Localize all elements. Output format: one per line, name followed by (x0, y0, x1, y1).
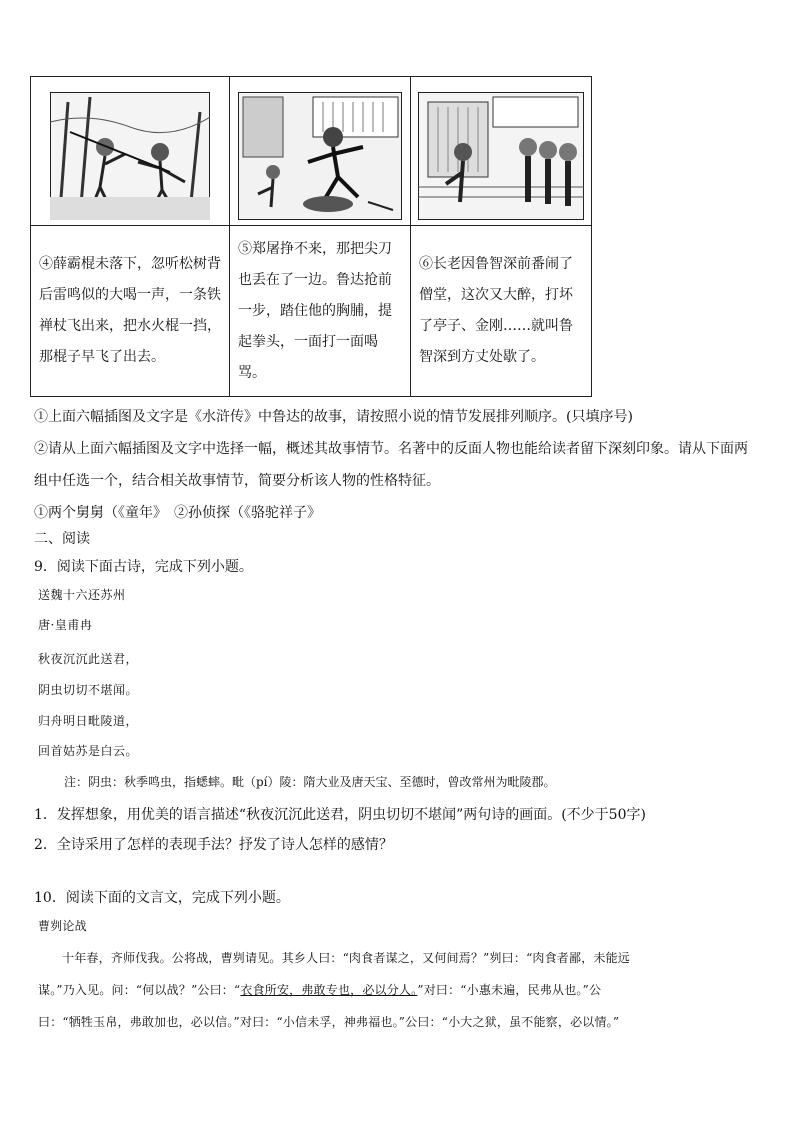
poem-note: 注：阴虫：秋季鸣虫，指蟋蟀。毗（pí）陵：隋大业及唐天宝、至德时，曾改常州为毗陵郡。 (64, 775, 556, 789)
classical-line-2 (38, 981, 601, 998)
classical-line-2-end: ”对曰：“小惠未遍，民弗从也。”公 (417, 983, 602, 997)
illustration-4-image-cell (31, 77, 230, 226)
question-summary-line2: 组中任选一个，结合相关故事情节，简要分析该人物的性格特征。 (34, 473, 440, 489)
character-options: ①两个舅舅（《童年》 ②孙侦探（《骆驼祥子》 (34, 505, 321, 521)
illustration-4-caption: ④薛霸棍未落下，忽听松树背后雷鸣似的大喝一声，一条铁禅杖飞出来，把水火棍一挡，那棍子早飞了出去。 (39, 256, 221, 365)
classical-underlined-sentence: 衣食所安，弗敢专也，必以分人。 (240, 983, 418, 997)
poem-line-4: 回首姑苏是白云。 (38, 744, 139, 758)
illustration-6-caption-cell (411, 226, 592, 397)
illustration-6-image-cell (411, 77, 592, 226)
illustration-4-image (50, 92, 210, 220)
illustration-5-image (238, 92, 402, 220)
poem-line-2: 阴虫切切不堪闻。 (38, 683, 139, 697)
illustration-5-caption: ⑤郑屠挣不来，那把尖刀也丢在了一边。鲁达抢前一步，踏住他的胸脯，提起拳头，一面打一面喝骂。 (238, 240, 392, 381)
poem-title: 送魏十六还苏州 (38, 588, 126, 602)
q9-prompt: 9．阅读下面古诗，完成下列小题。 (34, 559, 253, 575)
illustration-5-caption-cell (230, 226, 411, 397)
classical-line-1: 十年春，齐师伐我。公将战，曹刿请见。其乡人曰：“肉食者谋之，又何间焉？”刿曰：“肉食者鄙，未能远 (62, 951, 631, 965)
q9-subquestion-1: 1．发挥想象，用优美的语言描述“秋夜沉沉此送君，阴虫切切不堪闻”两句诗的画面。(不少于50字) (34, 807, 646, 823)
q9-subquestion-2: 2．全诗采用了怎样的表现手法？抒发了诗人怎样的感情？ (34, 837, 393, 853)
poem-line-1: 秋夜沉沉此送君， (38, 652, 139, 666)
illustration-table (30, 76, 592, 397)
q10-prompt: 10．阅读下面的文言文，完成下列小题。 (34, 890, 290, 906)
question-order: ①上面六幅插图及文字是《水浒传》中鲁达的故事，请按照小说的情节发展排列顺序。(只填序号) (34, 409, 633, 425)
question-summary-line1: ②请从上面六幅插图及文字中选择一幅，概述其故事情节。名著中的反面人物也能给读者留下深刻印象。请从下面两 (34, 441, 748, 457)
poem-line-3: 归舟明日毗陵道， (38, 714, 139, 728)
illustration-5-image-cell (230, 77, 411, 226)
illustration-6-image (418, 92, 584, 220)
section-heading-reading: 二、阅读 (34, 531, 90, 547)
illustration-6-caption: ⑥长老因鲁智深前番闹了僧堂，这次又大醉，打坏了亭子、金刚……就叫鲁智深到方丈处歇了。 (419, 256, 573, 365)
classical-line-3: 曰：“牺牲玉帛，弗敢加也，必以信。”对曰：“小信未孚，神弗福也。”公曰：“小大之狱，虽不能察，必以情。” (38, 1015, 620, 1029)
classical-line-2-start: 谋。”乃入见。问：“何以战？”公曰：“ (38, 983, 241, 997)
illustration-4-caption-cell (31, 226, 230, 397)
classical-title: 曹刿论战 (38, 919, 87, 933)
poem-author: 唐·皇甫冉 (38, 618, 93, 632)
